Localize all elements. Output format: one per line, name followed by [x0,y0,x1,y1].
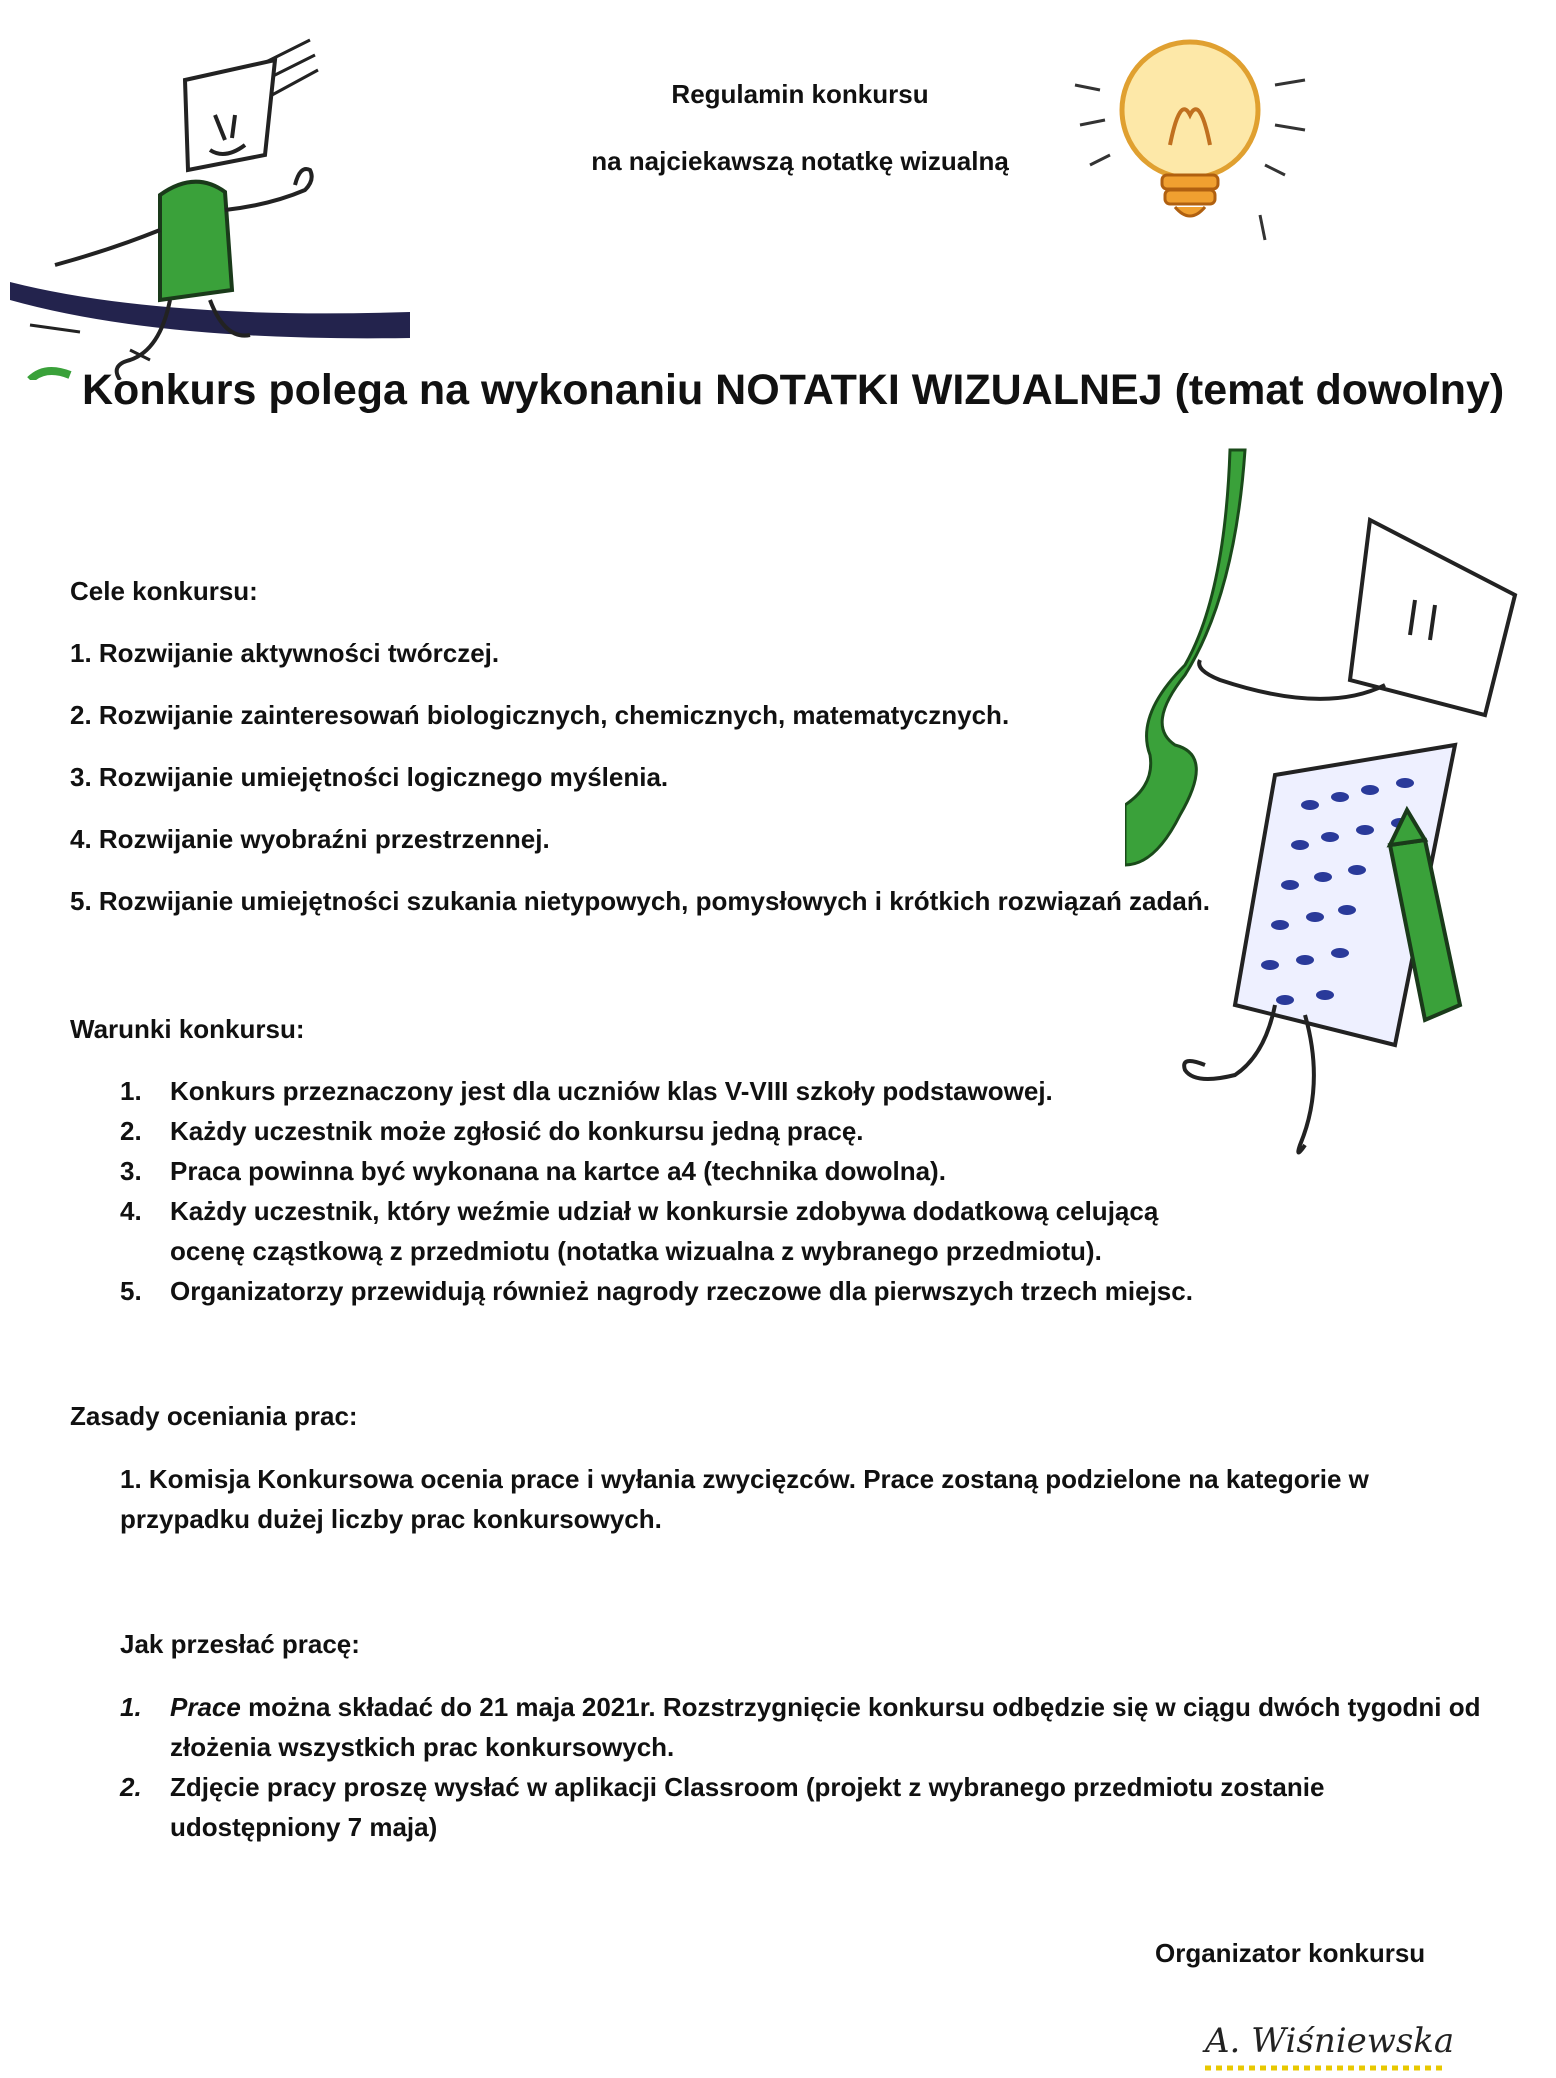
organizer-label: Organizator konkursu [1155,1938,1426,1968]
light-bulb-icon [1070,25,1310,245]
submission-heading: Jak przesłać pracę: [120,1629,360,1659]
list-item: 5. Organizatorzy przewidują również nagrody rzeczowe dla pierwszych trzech miejsc. [120,1276,1193,1306]
goals-list [70,637,1210,947]
evaluation-text-line1: 1. Komisja Konkursowa ocenia prace i wyłania zwycięzców. Prace zostaną podzielone na kategorie w [120,1464,1369,1494]
list-item: 3. Rozwijanie umiejętności logicznego myślenia. [70,762,669,792]
list-item-continuation: złożenia wszystkich prac konkursowych. [170,1732,675,1762]
list-item: 5. Rozwijanie umiejętności szukania nietypowych, pomysłowych i krótkich rozwiązań zadań. [70,886,1210,916]
list-item: 4. Każdy uczestnik, który weźmie udział w konkursie zdobywa dodatkową celującą [120,1196,1159,1226]
list-item: 2. Każdy uczestnik może zgłosić do konkursu jedną pracę. [120,1116,864,1146]
evaluation-text-line2: przypadku dużej liczby prac konkursowych. [120,1504,662,1534]
list-item: 2. Rozwijanie zainteresowań biologicznych, chemicznych, matematycznych. [70,700,1010,730]
list-item: 4. Rozwijanie wyobraźni przestrzennej. [70,824,550,854]
submission-list [120,1687,1540,1847]
list-item-continuation: udostępniony 7 maja) [170,1812,438,1842]
conditions-heading: Warunki konkursu: [70,1014,305,1044]
main-title: Konkurs polega na wykonaniu NOTATKI WIZUALNEJ (temat dowolny) [82,366,1505,414]
evaluation-heading: Zasady oceniania prac: [70,1401,358,1431]
list-item: 3. Praca powinna być wykonana na kartce a4 (technika dowolna). [120,1156,946,1186]
list-item: 2. Zdjęcie pracy proszę wysłać w aplikacji Classroom (projekt z wybranego przedmiotu zostanie [120,1772,1325,1802]
svg-text:A. Wiśniewska: A. Wiśniewska [1205,2021,1455,2061]
document-title: Regulamin konkursu [671,79,929,109]
document-subtitle: na najciekawszą notatkę wizualną [591,146,1009,176]
doodle-figure-running-icon [10,20,410,380]
conditions-list [120,1071,1320,1311]
list-item-continuation: ocenę cząstkową z przedmiotu (notatka wizualna z wybranego przedmiotu). [170,1236,1102,1266]
goals-heading: Cele konkursu: [70,576,258,606]
list-item: 1. Konkurs przeznaczony jest dla uczniów klas V-VIII szkoły podstawowej. [120,1076,1053,1106]
signature [1195,2010,1455,2075]
list-item: 1. Rozwijanie aktywności twórczej. [70,638,500,668]
list-item: 1. Prace można składać do 21 maja 2021r. Rozstrzygnięcie konkursu odbędzie się w ciągu dwóch tygodni od [120,1692,1481,1722]
